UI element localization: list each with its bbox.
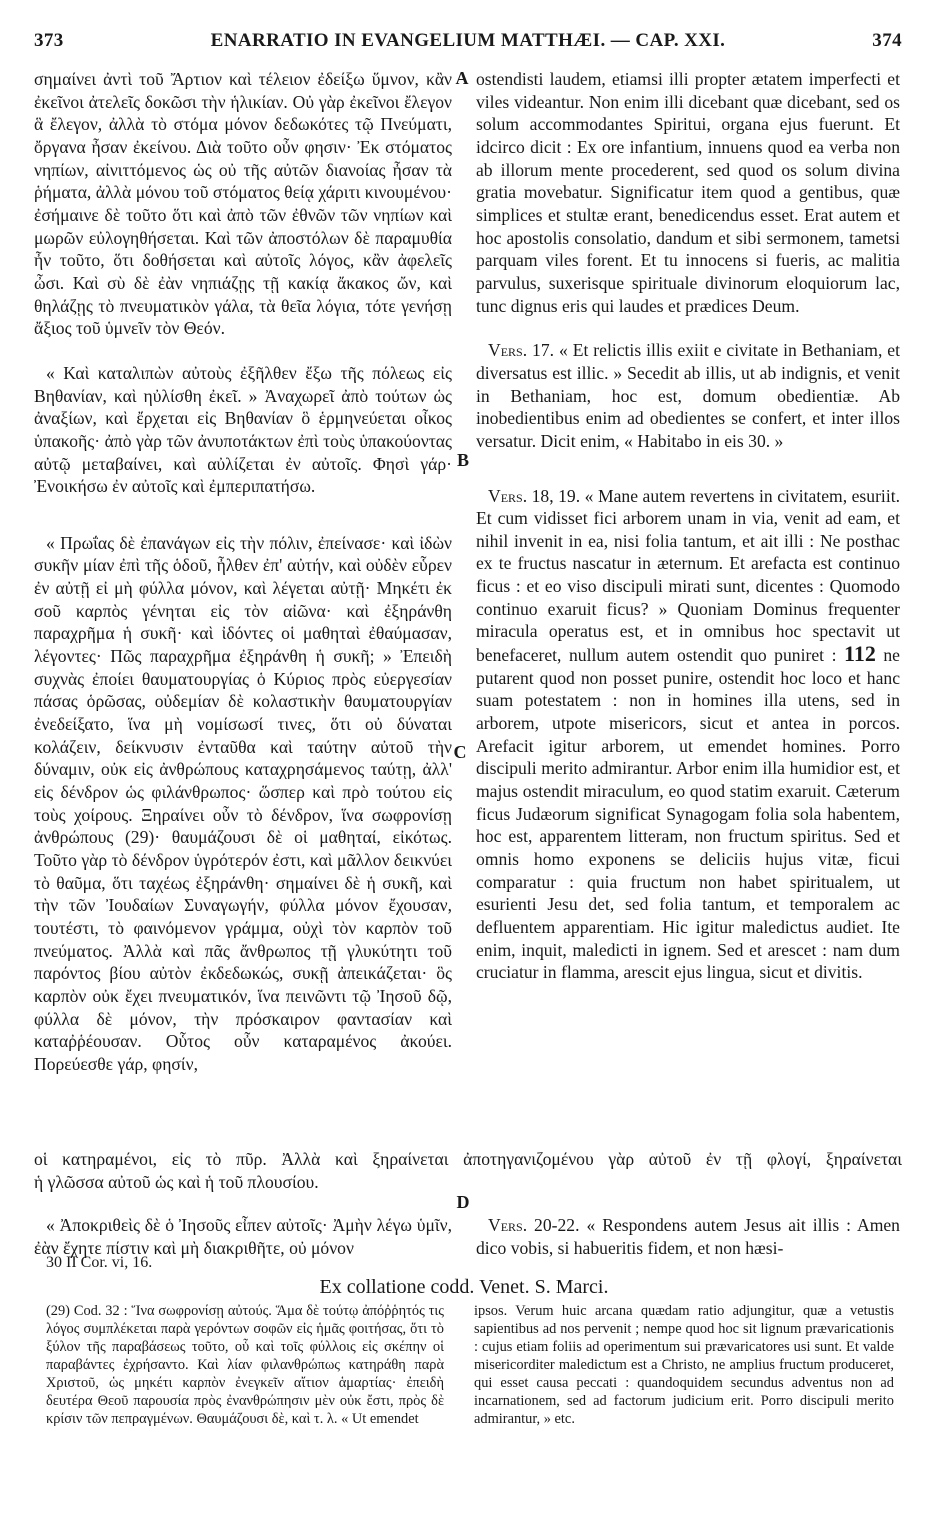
latin-paragraph: ostendisti laudem, etiamsi illi propter ætatem imperfecti et viles videantur. Non enim illi dicebant quæ dicebant, sed os solum accommodantes Spiritui, organa ejus fuerunt. Et idcirco dicit : Ex ore infantium, innuens quod ea verba non ab illorum mente procederent, sed quod os solum divina gratia movebatur. Significatur item quod a gentibus, quæ simplices et stultæ erant, benedicendus esset. Erat autem et hoc apostolis consolatio, dandum et sibi sermonem, tametsi parquam viles forent. Et tu innocens si fueris, ac malitia parvulus, suxerisque spirituale divinorum eloquiorum lac, tunc dignus eris qui laudes et prædices Deum. xyxy=(476,69,900,316)
margin-letter-a: A xyxy=(455,68,469,88)
running-header xyxy=(34,30,902,60)
greek-paragraph: « Πρωΐας δὲ ἐπανάγων εἰς τὴν πόλιν, ἐπείνασε· καὶ ἰδὼν συκῆν μίαν ἐπὶ τῆς ὁδοῦ, ἦλθεν ἐπ' αὐτήν, καὶ οὐδὲν εὗρεν ἐν αὐτῇ εἰ μὴ φύλλα μόνον, καὶ λέγεται αὐτῇ· Μηκέτι ἐκ σοῦ καρπὸς γένηται εἰς τὸν αἰῶνα· καὶ ἐξηράνθη παραχρῆμα ἡ συκῆ· καὶ ἰδόντες οἱ μαθηταὶ ἐθαύμασαν, λέγοντες· Πῶς παραχρῆμα ἐξηράνθη ἡ συκῆ; » Ἐπειδὴ συχνὰς ἐποίει θαυματουργίας ὁ Κύριος πρὸς εὐεργεσίαν πάσας ὁρῶσας, οὐδεμίαν δὲ κολαστικὴν θαυματουργίαν ἐνεδείξατο, ἵνα μὴ νομίσωσί τινες, ὅτι οὐ δύναται κολάζειν, δείκνυσιν ἐνταῦθα καὶ ταύτην αὐτοῦ τὴν δύναμιν, οὐκ εἰς ἀνθρώπους καταχρησάμενος ταύτῃ, ἀλλ' εἰς δένδρον ὡς φιλάνθρωπος· ὥσπερ καὶ πρὸ τούτου εἰς τοὺς χοίρους. Ξηραίνει οὖν τὸ δένδρον, ἵνα σωφρονίσῃ ἀνθρώπους (29)· θαυμάζουσι δὲ οἱ μαθηταί, εἰκότως. Τοῦτο γὰρ τὸ δένδρον ὑγρότερόν ἐστι, καὶ μᾶλλον δεικνύει τὸ θαῦμα, ὅτι ταχέως ἐξηράνθη· σημαίνει δὲ ἡ συκῆ, καὶ τὴν τῶν Ἰουδαίων Συναγωγήν, φύλλα μόνον ἔχουσαν, τουτέστι, τὸ φαινόμενον γράμμα, οὐχὶ τὸν καρπὸν τοῦ πνεύματος. Ἀλλὰ καὶ πᾶς ἄνθρωπος τῇ γλυκύτητι τοῦ παρόντος βίου αὐτὸν ἐκδεδωκώς, συκῇ ἀπεικάζεται· ὃς καρπὸν οὐκ ἔχει πνευματικόν, ἵνα πεινῶντι τῷ Ἰησοῦ δῷ, φύλλα δὲ μόνον, τὴν πρόσκαιρον φαντασίαν καὶ καταῤῥέουσαν. Οὗτος οὖν καταραμένος ἀκούει. Πορεύεσθε γάρ, φησίν, xyxy=(34,532,452,1074)
collation-note-greek xyxy=(46,1302,444,1428)
footnote-text: (29) Cod. 32 : Ἵνα σωφρονίσῃ αὐτούς. Ἅμα δὲ τούτῳ ἀπόῤῥητός τις λόγος συμπλέκεται παρὰ γερόντων σοφῶν εἰς ἡμᾶς φοιτήσας, ὅτι τὸ ξύλον τῆς παραβάσεως τοῦτο, οὗ καὶ τοῖς φύλλοις εἰς σκέπην οἱ παραβάντες ἐχρήσαντο. Καὶ λίαν φιλανθρώπως κατηράθη παρὰ Χριστοῦ, ὡς μηκέτι καρπὸν ἐνεγκεῖν αἴτιον ἁμαρτίας· ἐπειδὴ δευτέρα Θεοῦ παρουσία πρὸς ἐνανθρώπησιν μὲν οὐκ ἔστι, πρὸς δὲ κρίσιν τῶν πεπραγμένων. Θαυμάζουσι δὲ, καὶ τ. λ. « Ut emendet xyxy=(46,1303,444,1427)
column-number: 112 xyxy=(844,641,876,667)
page-number-right: 374 xyxy=(872,30,902,51)
verse-label: Vers. 18, 19. xyxy=(488,485,581,506)
margin-letter-b: B xyxy=(456,450,469,470)
latin-column-bottom xyxy=(476,1214,900,1259)
collation-heading: Ex collatione codd. Venet. S. Marci. xyxy=(319,1276,609,1298)
margin-letter-c: C xyxy=(453,742,467,762)
latin-paragraph xyxy=(476,485,900,984)
page-number-left: 373 xyxy=(34,30,64,51)
verse-label: Vers. 17. xyxy=(488,340,555,361)
margin-letter-d: D xyxy=(456,1192,470,1212)
greek-column xyxy=(34,68,452,1076)
verse-text: « Mane autem revertens in civitatem, esuriit. Et cum vidisset fici arborem unam in via, venit ad eam, et nihil invenit in ea, nisi folia tantum, et ait illi : Ne posthac ex te fructus nascatur in æternum. Et arefacta est continuo ficus : et eo viso discipuli mirati sunt, dicentes : Quomodo continuo exaruit ficus? » Quoniam Dominus frequenter miracula operatus est, et in omnibus hoc spectavit ut benefaceret, nullum autem ostendit quo puniret : xyxy=(476,485,900,666)
scripture-footnote: 30 II Cor. vi, 16. xyxy=(46,1254,153,1271)
latin-paragraph xyxy=(476,1214,900,1259)
latin-paragraph xyxy=(476,339,900,452)
footnote-text: ipsos. Verum huic arcana quædam ratio adjungitur, quæ a vetustis sapientibus ad nos pervenit ; nempe quod hoc sit lignum prævaricationis : cujus etiam foliis ad operimentum sui prævaricatores usi sunt. Et valde misericorditer maledictum est a Christo, ne amplius fructum produceret, qui esset causa peccati : quandoquidem secundus adventus non ad incarnationem, sed ad factorum judicium erit. Porro discipuli merito admirantur, » etc. xyxy=(474,1303,894,1427)
collation-note-latin xyxy=(474,1302,894,1428)
verse-text: « Respondens autem Jesus ait illis : Amen dico vobis, si habueritis fidem, et non hæsi- xyxy=(476,1215,900,1258)
verse-label: Vers. 20-22. xyxy=(488,1215,580,1235)
greek-paragraph: « Καὶ καταλιπὼν αὐτοὺς ἐξῆλθεν ἔξω τῆς πόλεως εἰς Βηθανίαν, καὶ ηὐλίσθη ἐκεῖ. » Ἀναχωρεῖ ἀπὸ τούτων ὡς ἀναξίων, καὶ ἔρχεται εἰς Βηθανίαν ὃ ἑρμηνεύεται οἶκος ὑπακοῆς· ἀπὸ γὰρ τῶν ἀνυποτάκτων ἐπὶ τοὺς ὑπακούοντας αὐτῷ μεταβαίνει, καὶ αὐλίζεται ἐν αὐτοῖς. Φησὶ γάρ· Ἐνοικήσω ἐν αὐτοῖς καὶ ἐμπεριπατήσω. xyxy=(34,362,452,497)
running-title: ENARRATIO IN EVANGELIUM MATTHÆI. — CAP. XXI. xyxy=(210,30,726,51)
verse-text: « Et relictis illis exiit e civitate in Bethaniam, et diversatus est illic. » Secedit ab illis, ut ab indignis, et venit in Bethaniam, hoc est, domum obedientiæ. Ab inobedientibus enim ad obedientes se confert, et inter illos versatur. Dicit enim, « Habitabo in eis 30. » xyxy=(476,340,900,451)
greek-column-bottom xyxy=(34,1214,452,1259)
greek-paragraph: « Ἀποκριθεὶς δὲ ὁ Ἰησοῦς εἶπεν αὐτοῖς· Ἀμὴν λέγω ὑμῖν, ἐὰν ἔχητε πίστιν καὶ μὴ διακριθῆτε, οὐ μόνον xyxy=(34,1215,452,1258)
full-width-line: οἱ κατηραμένοι, εἰς τὸ πῦρ. Ἀλλὰ καὶ ξηραίνεται ἀποτηγανιζομένου γὰρ αὐτοῦ ἐν τῇ φλογί, ξηραίνεται xyxy=(34,1149,902,1169)
verse-text-continued: ne putarent quod non posset punire, ostendit hoc loco et hanc suam potestatem : non in homines illa utens, sed in arborem, utpote misericors, sicut et antea in porcos. Arefacit igitur arborem, ut emendet homines. Porro discipuli merito admirantur. Arbor enim illa humidior est, et majus ostendit miraculum, eo quod statim exaruit. Cæterum ficus Judæorum significat Synagogam folia sola habentem, hoc est, apparentem litteram, non fructum spiritus. Sed et omnis homo exponens se deliciis hujus vitæ, ficui comparatur : quia fructum non habet spiritualem, ut esurienti Jesu det, sed folia tantum, et temporalem ac defluentem apparentiam. Hic igitur maledictus audiet. Ite enim, inquit, maledicti in ignem. Sed et arescet : nam dum cruciatur in flamma, arescit ejus lingua, sicut et divitis. xyxy=(476,645,900,983)
greek-paragraph: σημαίνει ἀντὶ τοῦ Ἄρτιον καὶ τέλειον ἐδείξω ὕμνον, κἂν ἐκεῖνοι ἀτελεῖς δοκῶσι τὴν ἡλικίαν. Οὐ γὰρ ἐκεῖνοι ἔλεγον ἃ ἔλεγον, ἀλλὰ τὸ στόμα μόνον δεδωκότες τῷ Πνεύματι, ὄργανα ἦσαν ἐκείνου. Διὰ τοῦτο οὖν φησιν· Ἐκ στόματος νηπίων, αἰνιττόμενος ὡς οὐ τῆς αὐτῶν διανοίας ἦσαν τὰ ῥήματα, ἀλλὰ μόνου τοῦ στόματος θείᾳ χάριτι κινουμένου· ἐσήμαινε δὲ τοῦτο ὅτι καὶ ἀπὸ τῶν ἐθνῶν τῶν νηπίων καὶ μωρῶν εὐλογηθήσεται. Καὶ τῶν ἀποστόλων δὲ παραμυθία ἦν τοῦτο, ὅτι δοθήσεται καὶ αὐτοῖς λόγος, κἂν ἀφελεῖς ὦσι. Καὶ σὺ δὲ ἐὰν νηπιάζῃς τῇ κακίᾳ ἄκακος ὤν, καὶ θηλάζῃς τὸ πνευματικὸν γάλα, τὰ θεῖα λόγια, τότε γενήσῃ ἄξιος τοῦ ὑμνεῖν τὸν Θεόν. xyxy=(34,69,452,339)
full-width-line: ἡ γλῶσσα αὐτοῦ ὡς καὶ ἡ τοῦ πλουσίου. xyxy=(34,1171,319,1192)
latin-column xyxy=(476,68,900,984)
